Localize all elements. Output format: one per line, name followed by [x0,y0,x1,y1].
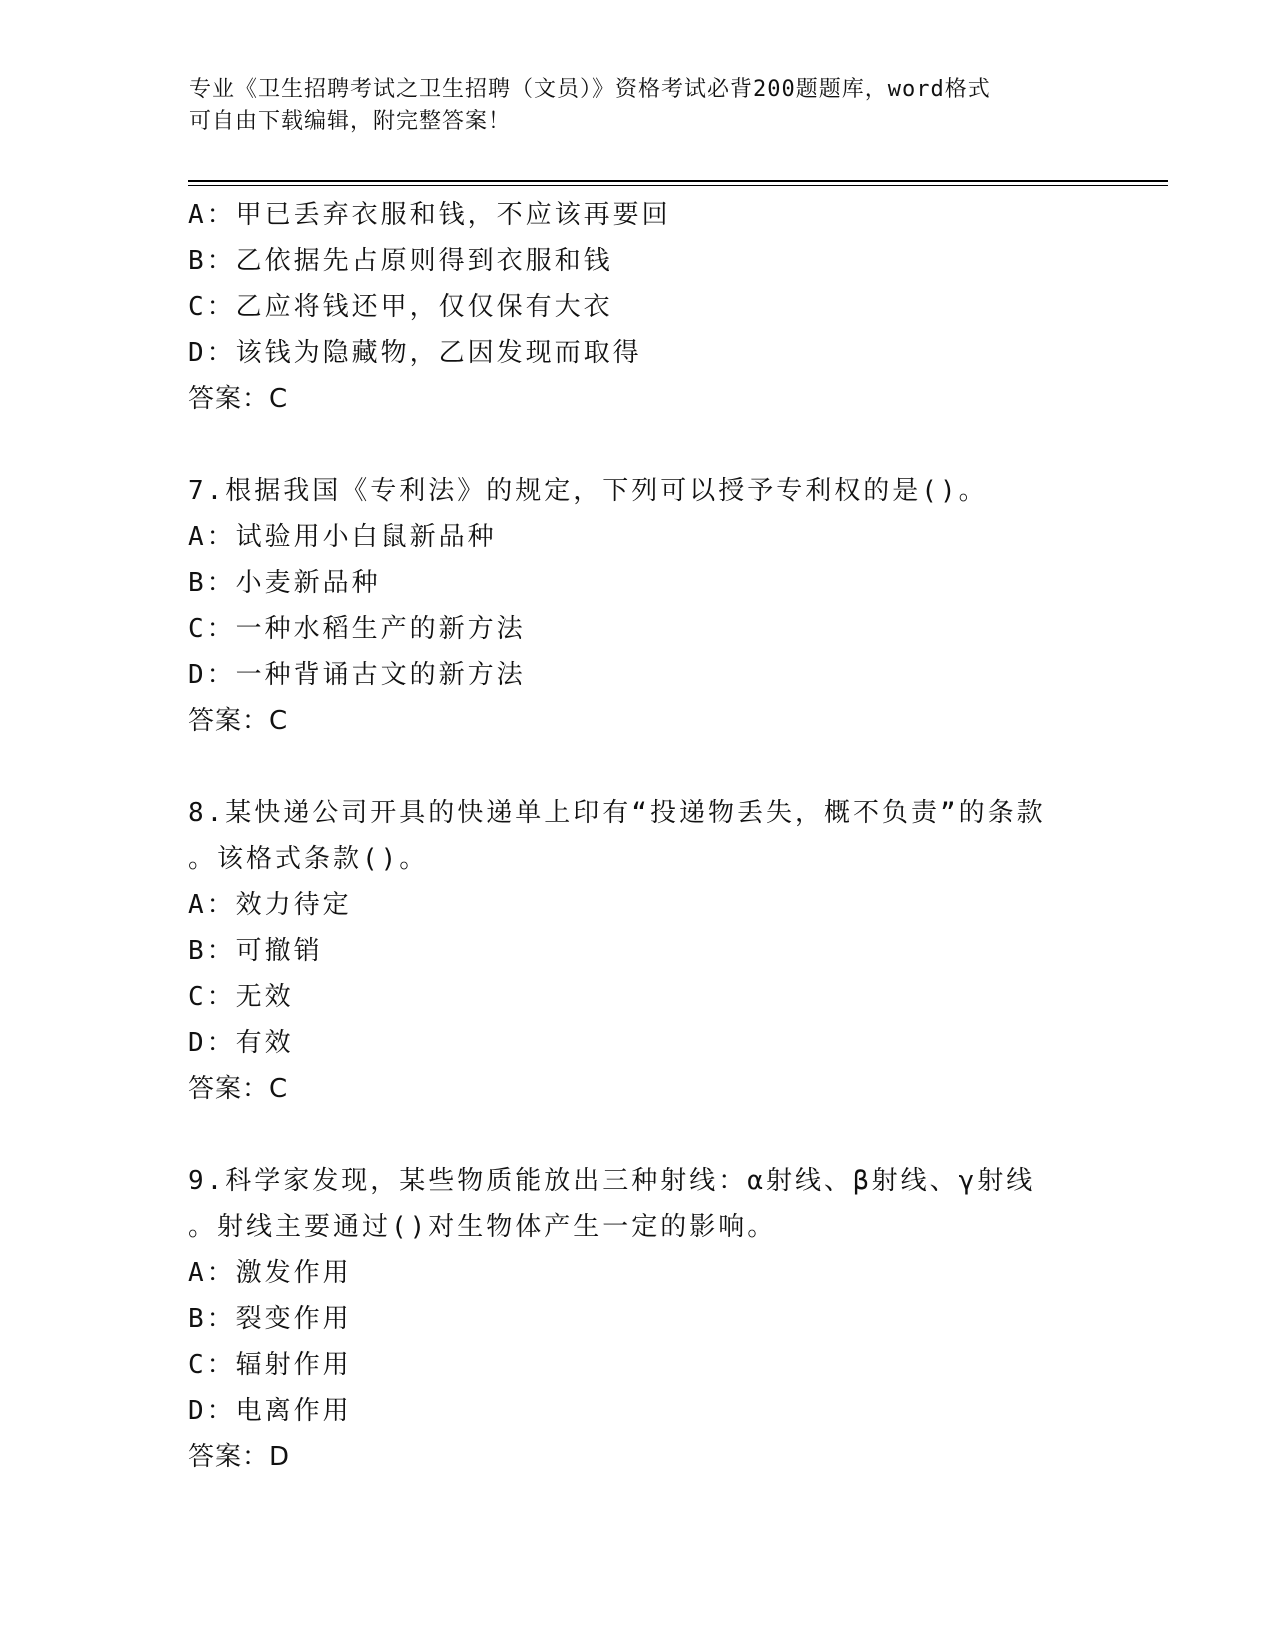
header-rule-thick [188,180,1168,182]
option-c: C：无效 [188,982,294,1012]
question-stem-line-2: 。射线主要通过()对生物体产生一定的影响。 [188,1212,777,1242]
answer-line: 答案：C [188,1074,289,1104]
option-a: A：试验用小白鼠新品种 [188,522,497,552]
option-b: B：小麦新品种 [188,568,381,598]
option-d: D：电离作用 [188,1396,352,1426]
document-header [189,74,1089,138]
question-block-9 [188,1158,1188,1480]
option-a: A：效力待定 [188,890,352,920]
header-line-1: 专业《卫生招聘考试之卫生招聘（文员）》资格考试必背200题题库，word格式 [189,77,991,102]
spacer [188,744,1188,790]
question-list [188,192,1188,1480]
option-c: C：辐射作用 [188,1350,352,1380]
option-c: C：一种水稻生产的新方法 [188,614,526,644]
question-stem-line-1: 9.科学家发现，某些物质能放出三种射线：α射线、β射线、γ射线 [188,1166,1036,1196]
option-c: C：乙应将钱还甲，仅仅保有大衣 [188,292,613,322]
answer-line: 答案：D [188,1442,291,1472]
option-d: D：该钱为隐藏物，乙因发现而取得 [188,338,642,368]
option-b: B：乙依据先占原则得到衣服和钱 [188,246,613,276]
option-b: B：可撤销 [188,936,323,966]
question-stem: 7.根据我国《专利法》的规定，下列可以授予专利权的是()。 [188,476,988,506]
question-block-7 [188,468,1188,744]
header-line-2: 可自由下载编辑，附完整答案！ [189,109,512,134]
header-rule-thin [188,185,1168,186]
option-d: D：有效 [188,1028,294,1058]
option-a: A：激发作用 [188,1258,352,1288]
option-b: B：裂变作用 [188,1304,352,1334]
question-stem-line-1: 8.某快递公司开具的快递单上印有“投递物丢失，概不负责”的条款 [188,798,1046,828]
question-block-8 [188,790,1188,1112]
spacer [188,422,1188,468]
answer-line: 答案：C [188,706,289,736]
answer-line: 答案：C [188,384,289,414]
question-block-6 [188,192,1188,422]
option-d: D：一种背诵古文的新方法 [188,660,526,690]
option-a: A：甲已丢弃衣服和钱，不应该再要回 [188,200,671,230]
spacer [188,1112,1188,1158]
question-stem-line-2: 。该格式条款()。 [188,844,429,874]
